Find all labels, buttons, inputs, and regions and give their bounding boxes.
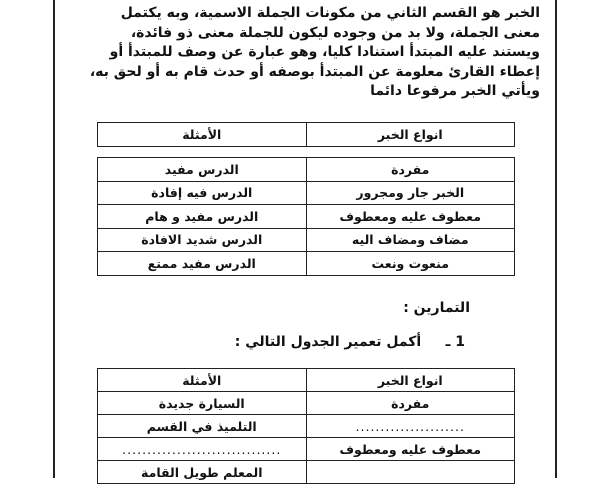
- exercise-table: [97, 368, 515, 484]
- intro-line: ويستند عليه المبتدأ استنادا كليا، وهو عبارة عن وصف للمبتدأ أو: [109, 44, 540, 60]
- table-row: [98, 158, 515, 182]
- intro-line: ويأتي الخبر مرفوعا دائما: [370, 83, 540, 99]
- example-cell: الدرس شديد الافادة: [98, 228, 307, 252]
- type-cell: مفردة: [306, 392, 515, 415]
- type-cell: معطوف عليه ومعطوف: [306, 205, 515, 229]
- example-cell: الدرس مفيد: [98, 158, 307, 182]
- types-table-header: [97, 122, 515, 147]
- table-row: [98, 205, 515, 229]
- blank-type-cell[interactable]: ......................: [306, 415, 515, 438]
- example-cell: الدرس فيه إفادة: [98, 181, 307, 205]
- example-cell: التلميذ في القسم: [98, 415, 307, 438]
- intro-paragraph: [70, 4, 540, 102]
- exercise-text: أكمل تعمير الجدول التالي :: [234, 334, 422, 350]
- table-row: [98, 461, 515, 484]
- intro-line: الخبر هو القسم الثاني من مكونات الجملة الاسمية، وبه يكتمل: [120, 5, 540, 21]
- type-cell: مفردة: [306, 158, 515, 182]
- header-types: انواع الخبر: [306, 123, 515, 147]
- header-examples: الأمثلة: [98, 369, 307, 392]
- example-cell: المعلم طويل القامة: [98, 461, 307, 484]
- blank-example-cell[interactable]: ................................: [98, 438, 307, 461]
- table-row: [98, 415, 515, 438]
- blank-type-cell[interactable]: [306, 461, 515, 484]
- intro-line: معنى الجملة، ولا بد من وجوده ليكون للجملة معنى ذو فائدة،: [130, 24, 540, 41]
- types-table: [97, 157, 515, 276]
- example-cell: الدرس مفيد و هام: [98, 205, 307, 229]
- table-row: [98, 181, 515, 205]
- table-row: [98, 369, 515, 392]
- header-types: انواع الخبر: [306, 369, 515, 392]
- header-examples: الأمثلة: [98, 123, 307, 147]
- table-row: [98, 228, 515, 252]
- table-row: [98, 392, 515, 415]
- example-cell: الدرس مفيد ممتع: [98, 252, 307, 276]
- type-cell: الخبر جار ومجرور: [306, 181, 515, 205]
- type-cell: معطوف عليه ومعطوف: [306, 438, 515, 461]
- example-cell: السيارة جديدة: [98, 392, 307, 415]
- intro-line: إعطاء القارئ معلومة عن المبتدأ بوصفه أو حدث قام به أو لحق به،: [89, 63, 540, 80]
- table-row: [98, 438, 515, 461]
- type-cell: منعوت ونعت: [306, 252, 515, 276]
- exercise-number: 1 ـ: [445, 334, 465, 350]
- type-cell: مضاف ومضاف اليه: [306, 228, 515, 252]
- exercise-instruction: [235, 334, 465, 350]
- table-row: [98, 252, 515, 276]
- exercises-title: التمارين :: [403, 300, 470, 316]
